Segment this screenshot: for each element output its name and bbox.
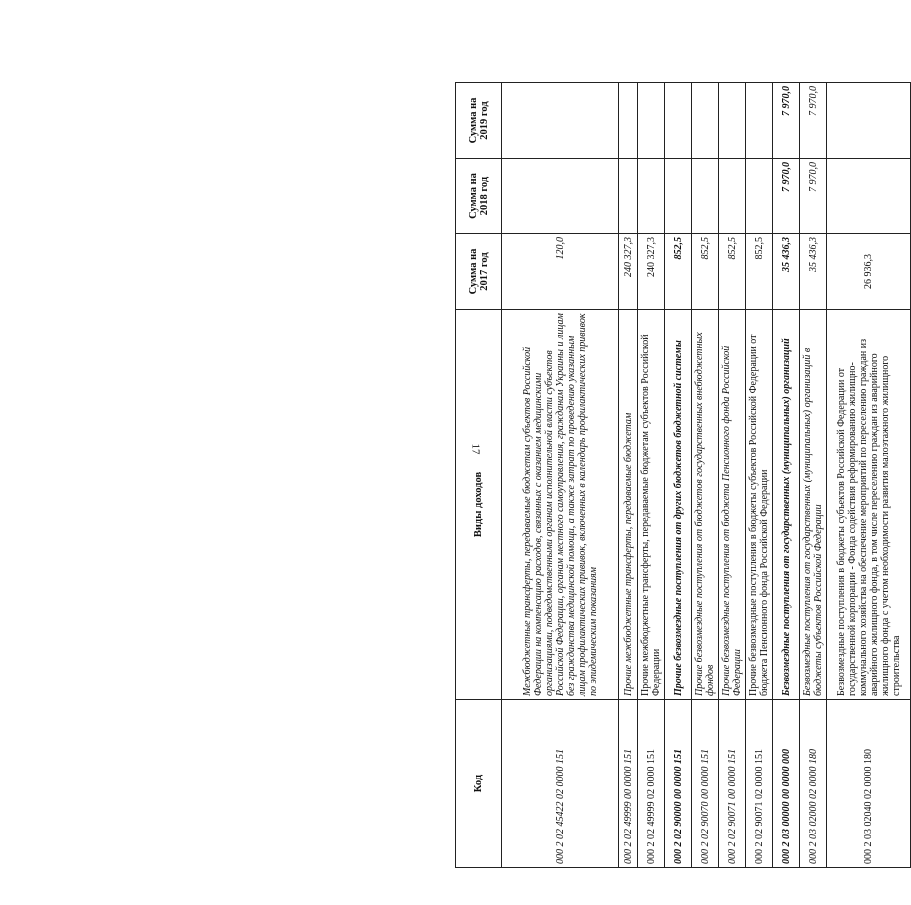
row-2017: 852,5: [665, 234, 692, 310]
row-2018: [719, 159, 746, 234]
row-2018: [827, 159, 911, 234]
row-code: 000 2 02 90000 00 0000 151: [665, 700, 692, 868]
row-name: Прочие безвозмездные поступления от бюджета Пенсионного фонда Российской Федерации: [719, 310, 746, 700]
row-code: 000 2 02 49999 00 0000 151: [619, 700, 638, 868]
row-2017: 240 327,3: [619, 234, 638, 310]
row-2018: [502, 159, 619, 234]
table-row: [800, 83, 827, 868]
row-name: Прочие безвозмездные поступления в бюджеты субъектов Российской Федерации от бюджета Пенсионного фонда Российской Федерации: [746, 310, 773, 700]
row-code: 000 2 02 90070 00 0000 151: [692, 700, 719, 868]
header-name: Виды доходов: [456, 310, 502, 700]
table-row: [619, 83, 638, 868]
row-name: Безвозмездные поступления в бюджеты субъектов Российской Федерации от государственной корпорации - Фонда содействия реформированию жилищно-коммунального хозяйства на обеспечение мероприятий по переселению граждан из аварийного жилищного фонда, в том числе переселению граждан из аварийного жилищного фонда с учетом необходимости развития малоэтажного жилищного строительства: [827, 310, 911, 700]
row-name: Прочие межбюджетные трансферты, передаваемые бюджетам субъектов Российской Федерации: [638, 310, 665, 700]
table-row: [638, 83, 665, 868]
row-2017: 35 436,3: [773, 234, 800, 310]
row-2017: 852,5: [746, 234, 773, 310]
header-2018: Сумма на 2018 год: [456, 159, 502, 234]
row-2018: [665, 159, 692, 234]
row-2018: 7 970,0: [800, 159, 827, 234]
row-name: Межбюджетные трансферты, передаваемые бюджетам субъектов Российской Федерации на компенсацию расходов, связанных с оказанием медицинскими организациями, подведомственными органам исполнительной власти субъектов Российской Федерации, органам местного самоуправления, гражданам Украины и лицам без гражданства медицинской помощи, а также затрат по проведению указанным лицам профилактических прививок, включенных в календарь профилактических прививок по эпидемическим показаниям: [502, 310, 619, 700]
row-2018: [619, 159, 638, 234]
row-name: Прочие межбюджетные трансферты, передаваемые бюджетам: [619, 310, 638, 700]
revenue-table: [455, 82, 911, 868]
rotated-table-container: [455, 83, 902, 868]
row-2018: [692, 159, 719, 234]
table-row: [746, 83, 773, 868]
table-row: [719, 83, 746, 868]
row-code: 000 2 03 00000 00 0000 000: [773, 700, 800, 868]
row-2017: 240 327,3: [638, 234, 665, 310]
table-row: [773, 83, 800, 868]
row-2017: 120,0: [502, 234, 619, 310]
table-header-row: [456, 83, 502, 868]
row-name: Прочие безвозмездные поступления от других бюджетов бюджетной системы: [665, 310, 692, 700]
page-number: 17: [469, 443, 482, 455]
row-name: Безвозмездные поступления от государственных (муниципальных) организаций: [773, 310, 800, 700]
row-2019: [502, 83, 619, 159]
row-code: 000 2 03 02000 02 0000 180: [800, 700, 827, 868]
row-2018: 7 970,0: [773, 159, 800, 234]
row-2017: 852,5: [692, 234, 719, 310]
row-2019: [692, 83, 719, 159]
row-code: 000 2 03 02040 02 0000 180: [827, 700, 911, 868]
row-2019: [619, 83, 638, 159]
row-name: Прочие безвозмездные поступления от бюджетов государственных внебюджетных фондов: [692, 310, 719, 700]
table-row: [692, 83, 719, 868]
row-2018: [638, 159, 665, 234]
row-name: Безвозмездные поступления от государственных (муниципальных) организаций в бюджеты субъектов Российской Федерации: [800, 310, 827, 700]
row-2017: 35 436,3: [800, 234, 827, 310]
row-2019: [827, 83, 911, 159]
row-2019: [638, 83, 665, 159]
table-row: [827, 83, 911, 868]
row-2019: 7 970,0: [800, 83, 827, 159]
header-2017: Сумма на 2017 год: [456, 234, 502, 310]
row-code: 000 2 02 49999 02 0000 151: [638, 700, 665, 868]
row-2019: 7 970,0: [773, 83, 800, 159]
table-row: [502, 83, 619, 868]
header-code: Код: [456, 700, 502, 868]
row-code: 000 2 02 90071 02 0000 151: [746, 700, 773, 868]
row-2018: [746, 159, 773, 234]
row-2019: [665, 83, 692, 159]
row-2019: [719, 83, 746, 159]
row-code: 000 2 02 90071 00 0000 151: [719, 700, 746, 868]
row-code: 000 2 02 45422 02 0000 151: [502, 700, 619, 868]
row-2017: 852,5: [719, 234, 746, 310]
header-2019: Сумма на 2019 год: [456, 83, 502, 159]
row-2019: [746, 83, 773, 159]
table-row: [665, 83, 692, 868]
row-2017: 26 936,3: [827, 234, 911, 310]
